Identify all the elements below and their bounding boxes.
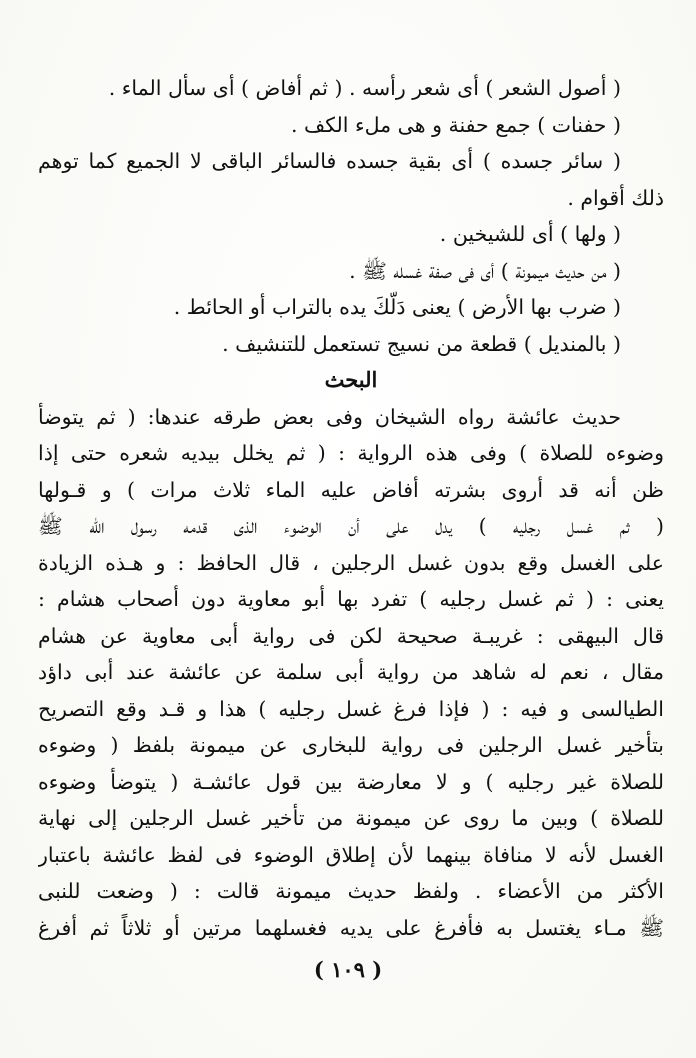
glossary-line: ذلك أقوام . (567, 185, 664, 210)
body-line: حديث عائشة رواه الشيخان وفى بعض طرقه عندها: ( ثم يتوضأ (38, 404, 621, 429)
glossary-line: ( أصول الشعر ) أى شعر رأسه . ( ثم أفاض ) أى سأل الماء . (108, 76, 621, 100)
body-line: بتأخير غسل الرجلين فى رواية للبخارى عن ميمونة بلفظ ( وضوءه (38, 733, 664, 757)
body-line: ظن أنه قد أروى بشرته أفاض عليه الماء ثلاث مرات ) و قـولها (38, 477, 664, 502)
body-line: وضوءه للصلاة ) وفى هذه الرواية : ( ثم يخلل بيديه شعره حتى إذا (38, 441, 664, 465)
glossary-line: ( سائر جسده ) أى بقية جسده فالسائر الباقى لا الجميع كما توهم (38, 149, 621, 173)
glossary-line: ( حفنات ) جمع حفنة و هى ملء الكف . (290, 112, 621, 137)
page-content (38, 70, 664, 946)
glossary-line: ( بالمنديل ) قطعة من نسيج تستعمل للتنشيف . (222, 331, 621, 356)
body-line: يعنى : ( ثم غسل رجليه ) تفرد بها أبو معاوية دون أصحاب هشام : (38, 587, 664, 611)
glossary-line: ( ولها ) أى للشيخين . (439, 222, 621, 246)
body-line: الطيالسى و فيه : ( فإذا فرغ غسل رجليه ) هذا و قـد وقع التصريح (38, 696, 664, 721)
body-line: ﷺ مـاء يغتسل به فأفرغ على يديه فغسلهما مرتين أو ثلاثاً ثم أفرغ (38, 915, 664, 940)
body-line: الغسل لأنه لا منافاة بينهما لأن إطلاق الوضوء فى لفظ عائشة باعتبار (38, 842, 664, 867)
glossary-line: ( من حديث ميمونة ) أى فى صفة غسله ﷺ . (349, 258, 621, 283)
body-line: مقال ، نعم له شاهد من رواية أبى سلمة عن عائشة عند أبى داؤد (38, 660, 664, 684)
body-line: للصلاة ) وبين ما روى عن ميمونة من تأخير غسل الرجلين إلى نهاية (38, 806, 664, 830)
body-line: على الغسل وقع بدون غسل الرجلين ، قال الحافظ : و هـذه الزيادة (38, 550, 664, 575)
body-line: ( ثم غسل رجليه ) يدل على أن الوضوء الذى قدمه رسول الله ﷺ (38, 514, 664, 538)
body-text (38, 399, 664, 947)
section-heading: البحث (324, 367, 378, 392)
glossary-section (38, 70, 664, 362)
body-line: الأكثر من الأعضاء . ولفظ حديث ميمونة قالت : ( وضعت للنبى (38, 879, 664, 903)
body-line: قال البيهقى : غريبـة صحيحة لكن فى رواية أبى معاوية عن هشام (38, 623, 664, 648)
glossary-line: ( ضرب بها الأرض ) يعنى دَلّكَ يده بالتراب أو الحائط . (173, 295, 621, 319)
body-line: للصلاة غير رجليه ) و لا معارضة بين قول عائشـة ( يتوضأ وضوءه (38, 769, 664, 794)
page-number: ( ١٠٩ ) (313, 957, 383, 982)
